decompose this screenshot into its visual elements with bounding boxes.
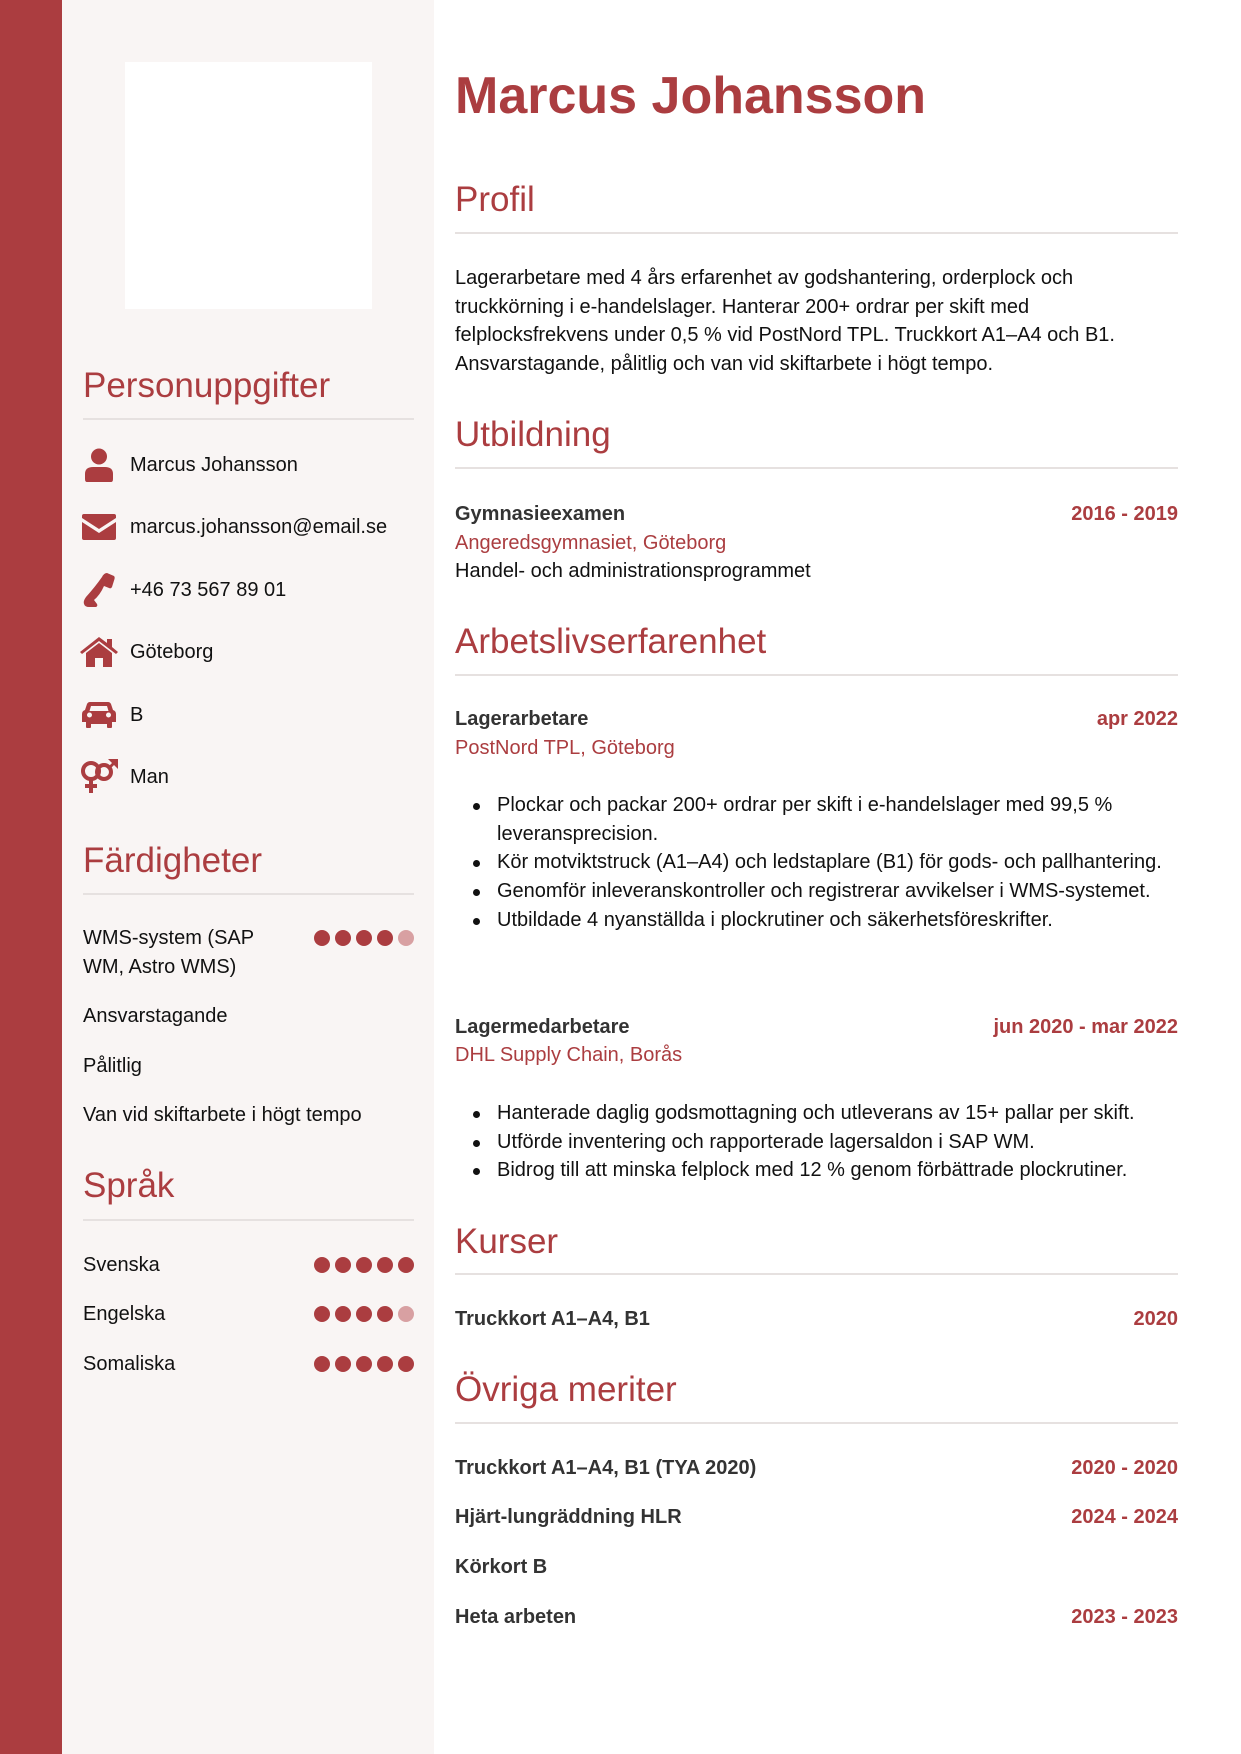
contact-text: +46 73 567 89 01	[130, 578, 287, 601]
rating-dot-filled	[314, 1257, 330, 1273]
language-label: Somaliska	[83, 1353, 176, 1375]
rating-dot-filled	[377, 1257, 393, 1273]
job-bullet: Utförde inventering och rapporterade lagersaldon i SAP WM.	[455, 1128, 1178, 1157]
rating-dot-filled	[335, 930, 351, 946]
divider	[83, 1219, 414, 1221]
merit-dates: 2020 - 2020	[1071, 1457, 1178, 1479]
rating-dot-empty	[398, 1306, 414, 1322]
education-title: Gymnasieexamen	[455, 503, 626, 525]
divider	[455, 467, 1178, 469]
divider	[83, 893, 414, 895]
section-heading-profile: Profil	[455, 180, 535, 219]
skill-item	[83, 924, 414, 982]
accent-stripe	[0, 0, 62, 1754]
merit-dates: 2023 - 2023	[1071, 1606, 1178, 1628]
contact-name	[80, 447, 420, 483]
course-item	[455, 1305, 1178, 1333]
rating-dot-filled	[356, 1356, 372, 1372]
rating-dot-filled	[335, 1356, 351, 1372]
phone-icon	[80, 573, 118, 607]
contact-text: B	[130, 703, 144, 726]
profile-text: Lagerarbetare med 4 års erfarenhet av godshantering, orderplock och truckkörning i e-handelslager. Hanterar 200+ ordrar per skift med felplocksfrekvens under 0,5 % vid PostNord TPL. Truckkort A1–A4 och B1. Ansvarstagande, pålitlig och van vid skiftarbete i högt tempo.	[455, 267, 1115, 376]
home-icon	[80, 635, 118, 669]
job-title: Lagermedarbetare	[455, 1016, 630, 1038]
skill-label: Pålitlig	[83, 1055, 142, 1077]
job-item	[455, 1013, 1178, 1041]
job-bullet: Hanterade daglig godsmottagning och utleverans av 15+ pallar per skift.	[455, 1099, 1178, 1128]
rating-dot-filled	[356, 930, 372, 946]
section-heading-skills: Färdigheter	[83, 841, 262, 880]
skill-rating	[314, 930, 414, 946]
section-heading-languages: Språk	[83, 1166, 175, 1205]
merit-item	[455, 1454, 1178, 1482]
merit-dates: 2024 - 2024	[1071, 1506, 1178, 1528]
language-rating	[314, 1306, 414, 1322]
rating-dot-filled	[314, 930, 330, 946]
divider	[83, 418, 414, 420]
merit-item	[455, 1553, 1178, 1581]
car-icon	[80, 698, 118, 732]
job-item	[455, 705, 1178, 733]
contact-city	[80, 634, 420, 670]
language-rating	[314, 1356, 414, 1372]
section-heading-courses: Kurser	[455, 1222, 559, 1261]
language-label: Engelska	[83, 1303, 166, 1325]
contact-text: Man	[130, 765, 169, 788]
divider	[455, 674, 1178, 676]
section-heading-personal: Personuppgifter	[83, 366, 331, 405]
education-item	[455, 500, 1178, 528]
education-dates: 2016 - 2019	[1071, 503, 1178, 525]
merit-title: Körkort B	[455, 1556, 548, 1578]
candidate-name: Marcus Johansson	[455, 67, 927, 125]
contact-text: marcus.johansson@email.se	[130, 515, 388, 538]
job-dates: apr 2022	[1096, 708, 1178, 730]
gender-icon	[80, 760, 118, 794]
contact-license	[80, 697, 420, 733]
divider	[455, 232, 1178, 234]
contact-email	[80, 509, 420, 545]
language-item	[83, 1300, 414, 1329]
skill-label: Ansvarstagande	[83, 1005, 228, 1027]
job-bullets	[455, 1099, 1178, 1185]
course-dates: 2020	[1133, 1308, 1178, 1330]
merit-title: Heta arbeten	[455, 1606, 577, 1628]
language-item	[83, 1251, 414, 1280]
job-employer: PostNord TPL, Göteborg	[455, 737, 675, 759]
rating-dot-filled	[335, 1306, 351, 1322]
job-bullet: Plockar och packar 200+ ordrar per skift i e-handelslager med 99,5 % leveransprecision.	[455, 791, 1178, 848]
contact-gender	[80, 759, 420, 795]
job-title: Lagerarbetare	[455, 708, 589, 730]
skill-item	[83, 1052, 414, 1081]
merit-title: Truckkort A1–A4, B1 (TYA 2020)	[455, 1457, 757, 1479]
job-employer: DHL Supply Chain, Borås	[455, 1044, 683, 1066]
contact-text: Marcus Johansson	[130, 453, 298, 476]
rating-dot-filled	[356, 1257, 372, 1273]
rating-dot-filled	[335, 1257, 351, 1273]
envelope-icon	[80, 510, 118, 544]
skill-label: Van vid skiftarbete i högt tempo	[83, 1104, 362, 1126]
job-bullet: Genomför inleveranskontroller och registrerar avvikelser i WMS-systemet.	[455, 877, 1178, 906]
contact-phone	[80, 572, 420, 608]
merit-item	[455, 1503, 1178, 1531]
language-label: Svenska	[83, 1254, 160, 1276]
rating-dot-filled	[356, 1306, 372, 1322]
language-rating	[314, 1257, 414, 1273]
skill-item	[83, 1002, 414, 1031]
rating-dot-filled	[398, 1356, 414, 1372]
job-bullet: Kör motviktstruck (A1–A4) och ledstaplare (B1) för gods- och pallhantering.	[455, 848, 1178, 877]
skill-item	[83, 1101, 414, 1130]
merit-item	[455, 1603, 1178, 1631]
section-heading-experience: Arbetslivserfarenhet	[455, 622, 767, 661]
section-heading-other: Övriga meriter	[455, 1370, 677, 1409]
merit-title: Hjärt-lungräddning HLR	[455, 1506, 682, 1528]
course-title: Truckkort A1–A4, B1	[455, 1308, 650, 1330]
job-bullets	[455, 791, 1178, 935]
contact-text: Göteborg	[130, 640, 214, 663]
job-bullet: Bidrog till att minska felplock med 12 % genom förbättrade plockrutiner.	[455, 1156, 1178, 1185]
job-bullet: Utbildade 4 nyanställda i plockrutiner och säkerhetsföreskrifter.	[455, 906, 1178, 935]
education-program: Handel- och administrationsprogrammet	[455, 560, 811, 582]
language-item	[83, 1350, 414, 1379]
rating-dot-empty	[398, 930, 414, 946]
skill-label: WMS-system (SAP WM, Astro WMS)	[83, 927, 254, 978]
rating-dot-filled	[377, 1306, 393, 1322]
job-dates: jun 2020 - mar 2022	[993, 1016, 1178, 1038]
divider	[455, 1422, 1178, 1424]
divider	[455, 1273, 1178, 1275]
rating-dot-filled	[377, 930, 393, 946]
rating-dot-filled	[398, 1257, 414, 1273]
rating-dot-filled	[314, 1356, 330, 1372]
rating-dot-filled	[377, 1356, 393, 1372]
rating-dot-filled	[314, 1306, 330, 1322]
person-icon	[80, 448, 118, 482]
profile-photo	[125, 62, 372, 309]
education-school: Angeredsgymnasiet, Göteborg	[455, 532, 727, 554]
section-heading-education: Utbildning	[455, 415, 611, 454]
